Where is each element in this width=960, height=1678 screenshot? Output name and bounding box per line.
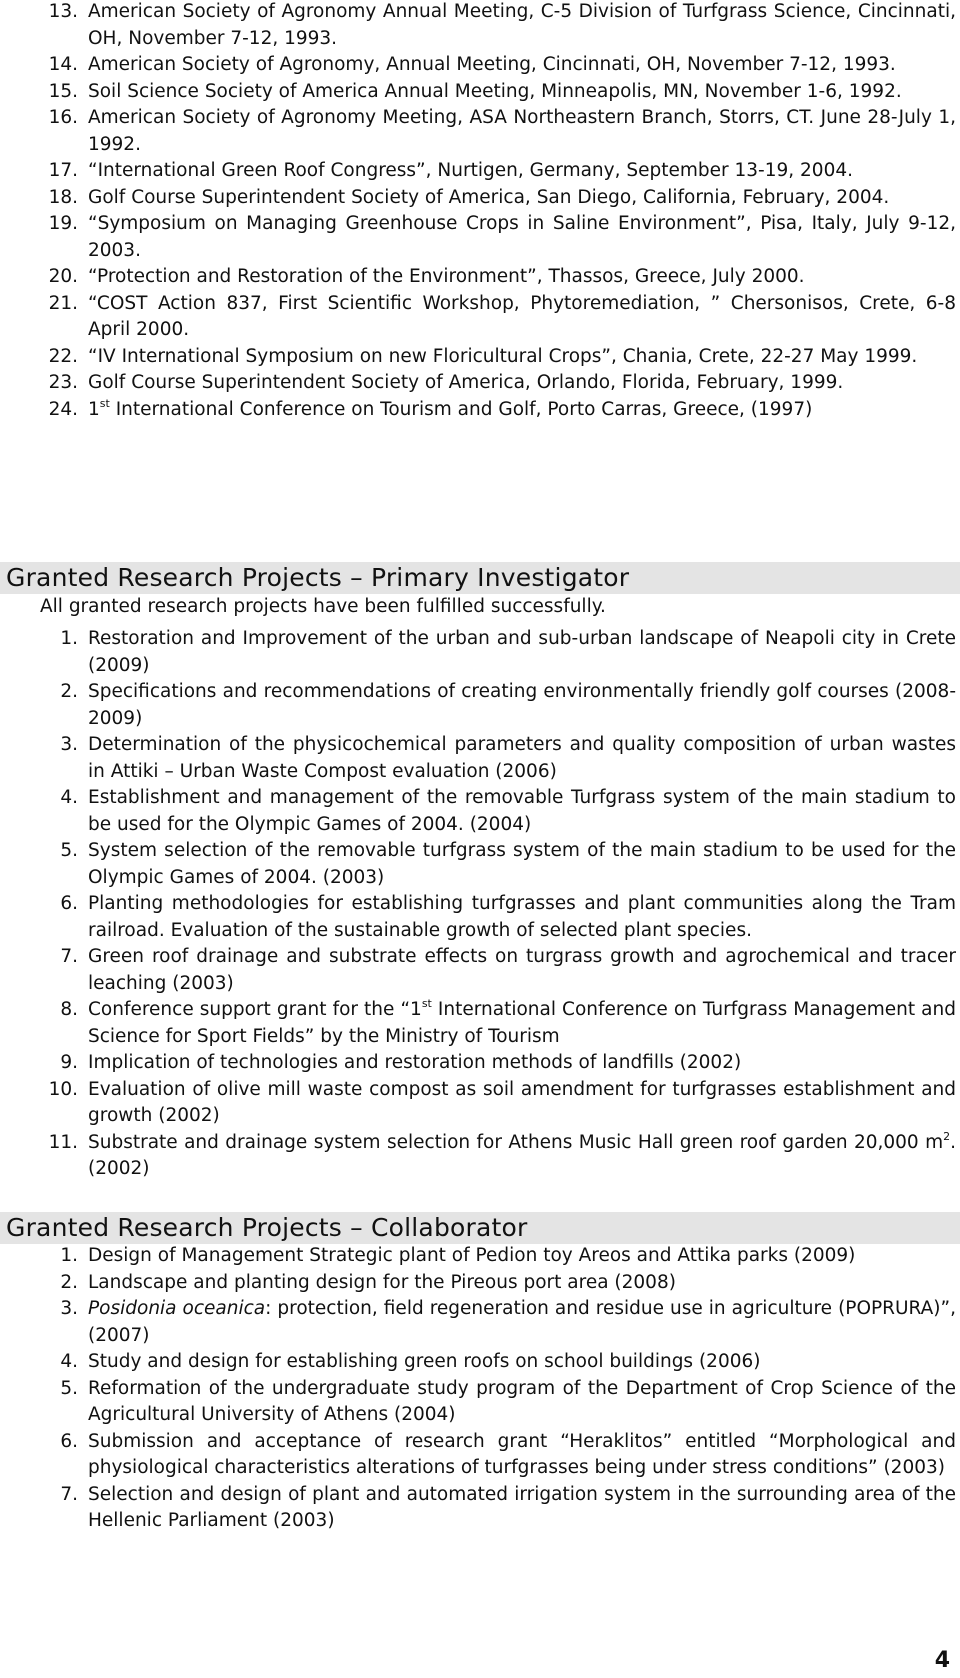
page-number: 4 (934, 1648, 950, 1673)
list-item: 8. Conference support grant for the “1st International Conference on Turfgrass Management and Science for Sport Fields” by the Ministry of Tourism (60, 997, 956, 1047)
list-item: 13. American Society of Agronomy Annual Meeting, C-5 Division of Turfgrass Science, Cincinnati, OH, November 7-12, 1993. (48, 1, 956, 49)
list-item: 5. Reformation of the undergraduate study program of the Department of Crop Science of the Agricultural University of Athens (2004) (60, 1377, 956, 1425)
list-item: 1. Restoration and Improvement of the urban and sub-urban landscape of Neapoli city in Crete (2009) (60, 628, 956, 676)
list-item: 21. “COST Action 837, First Scientific Workshop, Phytoremediation, ” Chersonisos, Crete, 6-8 April 2000. (48, 292, 956, 340)
primary-projects-list (14, 626, 956, 1183)
list-item: 6. Submission and acceptance of research grant “Heraklitos” entitled “Morphological and physiological characteristics alterations of turfgrasses being under stress conditions” (2003) (60, 1430, 956, 1478)
list-item: 4. Establishment and management of the removable Turfgrass system of the main stadium to be used for the Olympic Games of 2004. (2004) (60, 787, 956, 835)
list-item: 5. System selection of the removable turfgrass system of the main stadium to be used for the Olympic Games of 2004. (2003) (60, 840, 956, 888)
list-item: 16. American Society of Agronomy Meeting, ASA Northeastern Branch, Storrs, CT. June 28-July 1, 1992. (48, 107, 956, 155)
list-item: 15. Soil Science Society of America Annual Meeting, Minneapolis, MN, November 1-6, 1992. (48, 80, 902, 102)
list-item: 3. Determination of the physicochemical parameters and quality composition of urban wastes in Attiki – Urban Waste Compost evaluation (2006) (60, 734, 956, 782)
section-intro: All granted research projects have been fulfilled successfully. (40, 596, 606, 617)
list-item: 1. Design of Management Strategic plant of Pedion toy Areos and Attika parks (2009) (60, 1245, 856, 1266)
list-item: 17. “International Green Roof Congress”, Nurtigen, Germany, September 13-19, 2004. (48, 160, 853, 181)
list-item: 20. “Protection and Restoration of the Environment”, Thassos, Greece, July 2000. (48, 266, 805, 287)
list-item: 9. Implication of technologies and restoration methods of landfills (2002) (60, 1052, 742, 1073)
section-heading-primary-investigator: Granted Research Projects – Primary Investigator (0, 562, 960, 594)
collaborator-projects-list (14, 1243, 956, 1535)
list-item: 19. “Symposium on Managing Greenhouse Crops in Saline Environment”, Pisa, Italy, July 9-12, 2003. (48, 213, 956, 261)
list-item: 6. Planting methodologies for establishing turfgrasses and plant communities along the Tram railroad. Evaluation of the sustainable growth of selected plant species. (60, 893, 956, 941)
list-item: 3. Posidonia oceanica: protection, field regeneration and residue use in agriculture (POPRURA)”, (2007) (60, 1298, 956, 1346)
list-item: 18. Golf Course Superintendent Society of America, San Diego, California, February, 2004. (48, 186, 890, 208)
list-item: 24. 1st International Conference on Tourism and Golf, Porto Carras, Greece, (1997) (48, 396, 813, 420)
list-item: 7. Green roof drainage and substrate effects on turgrass growth and agrochemical and tracer leaching (2003) (60, 946, 956, 994)
list-item: 2. Landscape and planting design for the Pireous port area (2008) (60, 1271, 676, 1293)
list-item: 14. American Society of Agronomy, Annual Meeting, Cincinnati, OH, November 7-12, 1993. (48, 54, 896, 75)
list-item: 23. Golf Course Superintendent Society of America, Orlando, Florida, February, 1999. (48, 372, 844, 393)
list-item: 2. Specifications and recommendations of creating environmentally friendly golf courses (2008-2009) (60, 681, 956, 729)
conference-list (14, 0, 956, 423)
list-item: 11. Substrate and drainage system selection for Athens Music Hall green roof garden 20,000 $m^2$. (2002) (48, 1129, 956, 1179)
section-heading-collaborator: Granted Research Projects – Collaborator (0, 1212, 960, 1244)
list-item: 7. Selection and design of plant and automated irrigation system in the surrounding area of the Hellenic Parliament (2003) (60, 1483, 956, 1531)
list-item: 22. “IV International Symposium on new Floricultural Crops”, Chania, Crete, 22-27 May 1999. (48, 345, 918, 367)
list-item: 4. Study and design for establishing green roofs on school buildings (2006) (60, 1351, 761, 1372)
list-item: 10. Evaluation of olive mill waste compost as soil amendment for turfgrasses establishment and growth (2002) (48, 1078, 956, 1126)
